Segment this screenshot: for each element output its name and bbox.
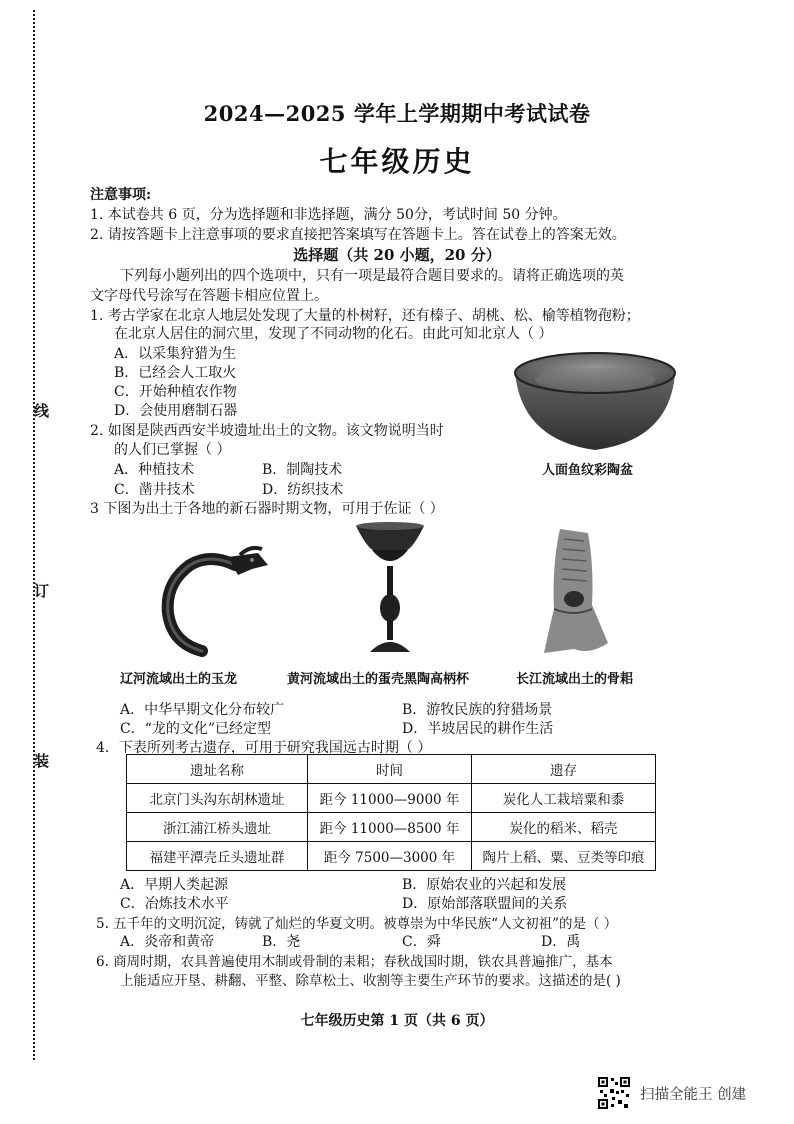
bone-spade-image xyxy=(530,525,620,660)
q1-stem-line1: 1. 考古学家在北京人地层处发现了大量的朴树籽，还有榛子、胡桃、松、榆等植物孢粉； xyxy=(90,308,640,324)
q2-option-c: C．凿井技术 xyxy=(114,482,195,498)
section-instruction-line1: 下列每小题列出的四个选项中，只有一项是最符合题目要求的。请将正确选项的英 xyxy=(120,268,624,284)
table-row xyxy=(127,784,656,813)
q1-option-c: C．开始种植农作物 xyxy=(114,384,237,400)
q5-stem: 5. 五千年的文明沉淀，铸就了灿烂的华夏文明。被尊崇为中华民族“人文初祖”的是（ ） xyxy=(96,916,618,932)
q5-option-a: A．炎帝和黄帝 xyxy=(120,934,215,950)
painted-pottery-basin-image xyxy=(510,345,680,455)
q4-stem: 4．下表所列考古遗存，可用于研究我国远古时期（ ） xyxy=(96,740,432,756)
table-cell-remains: 陶片上稻、粟、豆类等印痕 xyxy=(472,842,656,871)
page-footer: 七年级历史第 1 页（共 6 页） xyxy=(300,1013,494,1029)
q1-option-a: A．以采集狩猎为生 xyxy=(114,346,237,362)
q4-option-c: C．冶炼技术水平 xyxy=(120,896,229,912)
q2-image-caption: 人面鱼纹彩陶盆 xyxy=(542,463,634,478)
table-cell-time: 距今 7500—3000 年 xyxy=(308,842,472,871)
q4-relics-table xyxy=(126,754,656,871)
q6-stem-line2: 上能适应开垦、耕翻、平整、除草松土、收割等主要生产环节的要求。这描述的是( ) xyxy=(120,973,621,989)
binding-label-staple: 订 xyxy=(34,582,50,600)
q2-stem-line1: 2. 如图是陕西西安半坡遗址出土的文物。该文物说明当时 xyxy=(90,423,444,439)
table-cell-site: 浙江浦江桥头遗址 xyxy=(127,813,308,842)
q3-caption-jade-dragon: 辽河流域出土的玉龙 xyxy=(120,672,238,687)
table-cell-site: 北京门头沟东胡林遗址 xyxy=(127,784,308,813)
eggshell-black-pottery-cup-image xyxy=(350,520,430,660)
exam-title: 2024—2025 学年上学期期中考试试卷 xyxy=(203,101,591,126)
q3-option-b: B．游牧民族的狩猎场景 xyxy=(402,702,553,718)
q1-stem-line2: 在北京人居住的洞穴里，发现了不同动物的化石。由此可知北京人（ ） xyxy=(114,326,553,342)
table-header-row xyxy=(127,755,656,784)
q3-option-a: A．中华早期文化分布较广 xyxy=(120,702,285,718)
q4-option-b: B．原始农业的兴起和发展 xyxy=(402,877,567,893)
q3-option-c: C．“龙的文化”已经定型 xyxy=(120,721,272,737)
section-instruction-line2: 文字母代号涂写在答题卡相应位置上。 xyxy=(90,288,328,304)
q6-stem-line1: 6. 商周时期，农具普遍使用木制或骨制的耒耜；春秋战国时期，铁农具普遍推广，基本 xyxy=(96,954,613,970)
q3-caption-black-pottery-cup: 黄河流域出土的蛋壳黑陶高柄杯 xyxy=(287,672,470,687)
table-header-site: 遗址名称 xyxy=(127,755,308,784)
notice-heading: 注意事项: xyxy=(90,187,152,203)
scanner-watermark: 扫描全能王 创建 xyxy=(640,1087,747,1103)
notice-item-1: 1. 本试卷共 6 页，分为选择题和非选择题，满分 50分，考试时间 50 分钟。 xyxy=(90,207,567,223)
q4-option-d: D．原始部落联盟间的关系 xyxy=(402,896,568,912)
table-header-remains: 遗存 xyxy=(472,755,656,784)
table-header-time: 时间 xyxy=(308,755,472,784)
table-cell-site: 福建平潭壳丘头遗址群 xyxy=(127,842,308,871)
q4-option-a: A．早期人类起源 xyxy=(120,877,229,893)
q1-option-b: B．已经会人工取火 xyxy=(114,365,237,381)
jade-dragon-image xyxy=(140,545,280,660)
q2-option-a: A．种植技术 xyxy=(114,462,195,478)
table-row xyxy=(127,842,656,871)
notice-item-2: 2. 请按答题卡上注意事项的要求直接把答案填写在答题卡上。答在试卷上的答案无效。 xyxy=(90,227,626,243)
table-cell-remains: 炭化人工栽培粟和黍 xyxy=(472,784,656,813)
q3-caption-bone-spade: 长江流域出土的骨耜 xyxy=(516,672,634,687)
exam-subject: 七年级历史 xyxy=(319,145,475,178)
q5-option-c: C．舜 xyxy=(402,934,441,950)
table-cell-time: 距今 11000—8500 年 xyxy=(308,813,472,842)
table-cell-time: 距今 11000—9000 年 xyxy=(308,784,472,813)
binding-label-line: 线 xyxy=(34,402,50,420)
q2-option-b: B．制陶技术 xyxy=(262,462,343,478)
qr-code-icon xyxy=(597,1076,631,1110)
table-cell-remains: 炭化的稻米、稻壳 xyxy=(472,813,656,842)
q3-option-d: D．半坡居民的耕作生活 xyxy=(402,721,554,737)
q2-stem-line2: 的人们已掌握（ ） xyxy=(114,442,231,458)
q3-stem: 3 下图为出土于各地的新石器时期文物，可用于佐证（ ） xyxy=(90,501,444,517)
q2-option-d: D．纺织技术 xyxy=(262,482,344,498)
binding-label-bind: 装 xyxy=(34,752,50,770)
section-heading: 选择题（共 20 小题，20 分） xyxy=(293,246,501,264)
q5-option-b: B．尧 xyxy=(262,934,301,950)
q5-option-d: D．禹 xyxy=(541,934,581,950)
table-row xyxy=(127,813,656,842)
q1-option-d: D．会使用磨制石器 xyxy=(114,403,238,419)
